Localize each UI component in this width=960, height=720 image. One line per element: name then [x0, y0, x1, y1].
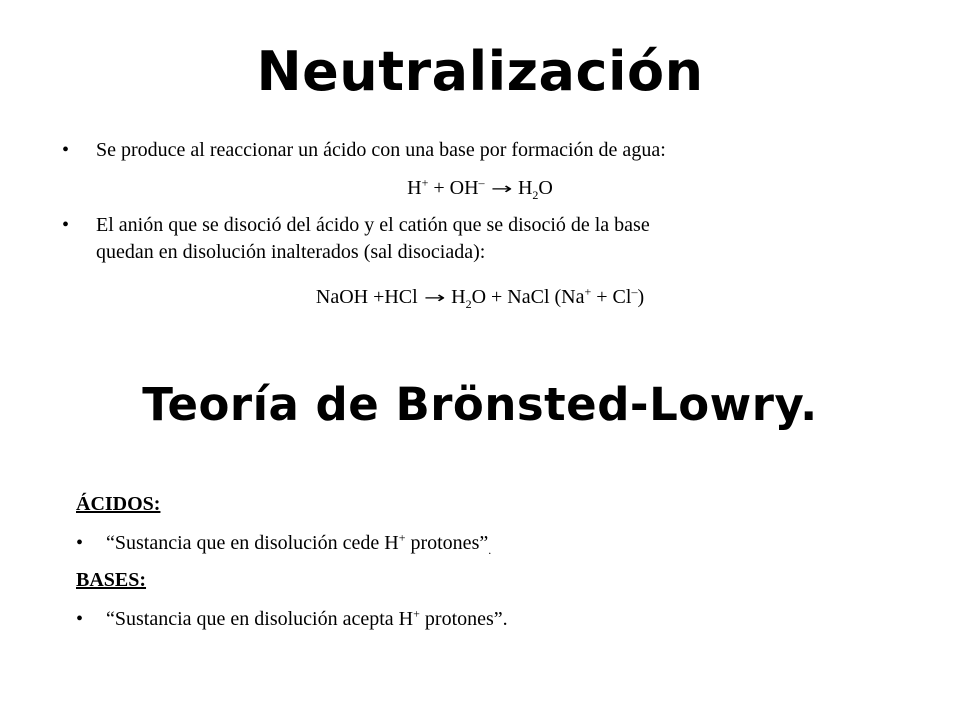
equation-naoh-hcl [0, 284, 960, 311]
equation-term: + Cl [591, 286, 632, 308]
subscript: 2 [465, 297, 472, 311]
bullet-text [76, 530, 876, 557]
equation-term: ) [637, 286, 645, 308]
base-definition-text-end: protones”. [419, 608, 508, 630]
trailing-period: . [488, 543, 492, 557]
acid-definition-text: “Sustancia que en disolución cede H [106, 532, 399, 554]
superscript: + [398, 530, 406, 545]
superscript: – [478, 175, 485, 190]
superscript: + [584, 284, 592, 299]
bullet-text [76, 606, 876, 633]
bullet-item-neutralization-definition [62, 137, 922, 164]
superscript: + [413, 606, 420, 621]
superscript: – [631, 284, 638, 299]
equation-water-formation [0, 175, 960, 202]
bullet-icon: • [62, 214, 70, 236]
acid-definition-text-end: protones” [405, 532, 489, 554]
equation-term: + OH [428, 177, 479, 199]
reaction-arrow-icon: → [423, 288, 446, 307]
bases-heading: BASES: [76, 569, 147, 591]
subscript: 2 [532, 188, 539, 202]
equation-term: O [538, 177, 553, 199]
bullet-item-acid-definition [76, 530, 876, 557]
equation-term: O + NaCl (Na [471, 286, 585, 308]
equation-term: H [451, 286, 466, 308]
slide-title-bronsted-lowry: Teoría de Brönsted-Lowry. [142, 378, 818, 431]
bullet-item-base-definition [76, 606, 876, 633]
equation-term: H [407, 177, 422, 199]
equation-term: NaOH +HCl [315, 286, 418, 308]
bullet-item-salt-ions [62, 212, 922, 266]
bullet-text-line-1: El anión que se disoció del ácido y el catión que se disoció de la base [96, 214, 650, 236]
base-definition-text: “Sustancia que en disolución acepta H [106, 608, 414, 630]
bullet-text: Se produce al reaccionar un ácido con una base por formación de agua: [96, 139, 666, 161]
bullet-icon: • [62, 139, 70, 161]
equation-term: H [517, 177, 533, 199]
bullet-text-line-2: quedan en disolución inalterados (sal disociada): [96, 241, 486, 263]
slide-title-neutralizacion: Neutralización [256, 40, 704, 103]
superscript: + [421, 175, 429, 190]
bullet-icon: • [76, 608, 84, 630]
acids-heading: ÁCIDOS: [76, 493, 161, 515]
bullet-icon: • [76, 532, 84, 554]
reaction-arrow-icon: → [490, 179, 512, 198]
